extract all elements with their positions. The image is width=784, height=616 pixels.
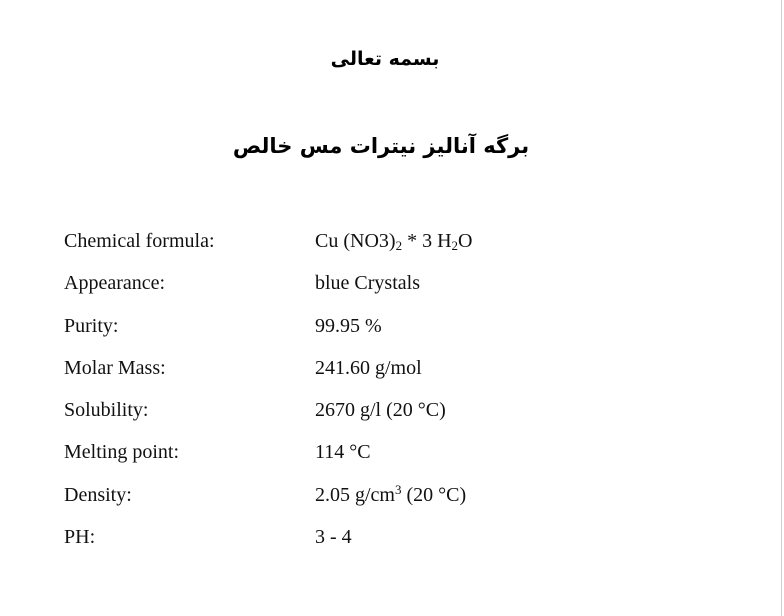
bismillah-heading: بسمه تعالی	[330, 48, 440, 70]
property-label: Melting point:	[64, 441, 179, 464]
property-label: Molar Mass:	[64, 356, 166, 379]
page-border	[781, 0, 782, 616]
property-value: blue Crystals	[315, 272, 420, 295]
property-value-density: 2.05 $g/cm^3$ (20 °C)	[315, 481, 467, 506]
property-value: 99.95 %	[315, 314, 382, 337]
property-value-formula: Cu $(NO3)_2 * 3$ $H_2O$	[315, 230, 473, 253]
analysis-sheet-title: برگه آنالیز نیترات مس خالص	[232, 134, 530, 158]
property-value: 114 °C	[315, 441, 371, 464]
property-value: 2670 g/l (20 °C)	[315, 399, 446, 422]
property-label: PH:	[64, 526, 96, 549]
property-value: 3 - 4	[315, 526, 352, 549]
property-value: 241.60 g/mol	[315, 356, 422, 379]
property-label: Density:	[64, 483, 132, 506]
property-label: Appearance:	[64, 272, 166, 295]
property-label: Solubility:	[64, 399, 149, 422]
property-label: Chemical formula:	[64, 230, 215, 252]
property-label: Purity:	[64, 314, 119, 337]
